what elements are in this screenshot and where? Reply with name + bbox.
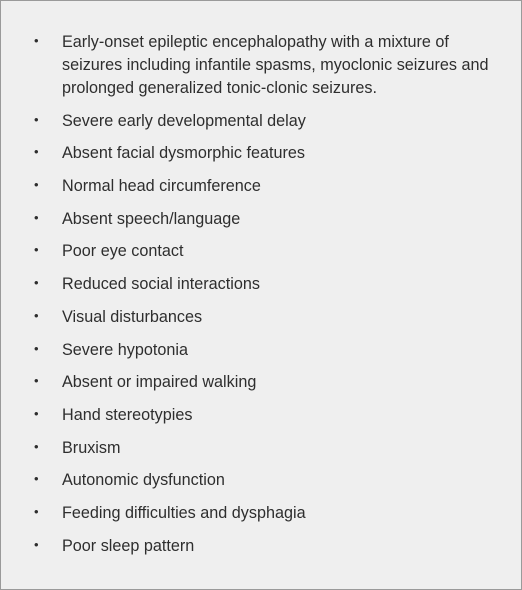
list-item	[1, 404, 521, 427]
bullet-icon: •	[34, 307, 39, 323]
item-text: Poor eye contact	[62, 242, 184, 261]
item-text: Reduced social interactions	[62, 275, 260, 294]
bullet-icon: •	[34, 144, 39, 160]
list-item	[1, 502, 521, 525]
item-text: Severe hypotonia	[62, 340, 188, 359]
bullet-icon: •	[34, 33, 39, 48]
item-text: Absent or impaired walking	[62, 373, 257, 392]
item-text: Normal head circumference	[62, 177, 261, 196]
item-text: Absent speech/language	[62, 209, 241, 228]
list-item	[1, 339, 521, 362]
list-item	[1, 208, 521, 231]
feature-list	[1, 31, 521, 567]
list-item	[1, 142, 521, 165]
list-item	[1, 371, 521, 394]
item-text: Hand stereotypies	[62, 405, 193, 424]
item-text: Feeding difficulties and dysphagia	[62, 503, 306, 522]
list-item	[1, 437, 521, 460]
bullet-icon: •	[34, 111, 39, 127]
list-item	[1, 306, 521, 329]
bullet-icon: •	[34, 209, 39, 225]
list-item	[1, 110, 521, 133]
list-item	[1, 175, 521, 198]
bullet-icon: •	[34, 438, 39, 454]
bullet-icon: •	[34, 177, 39, 193]
bullet-icon: •	[34, 536, 39, 552]
list-item	[1, 273, 521, 296]
bullet-icon: •	[34, 373, 39, 389]
bullet-icon: •	[34, 242, 39, 258]
item-text: Bruxism	[62, 438, 121, 457]
item-text: Early-onset epileptic encephalopathy with a mixture of seizures including infantile spasms, myoclonic seizures and prolonged generalized tonic-clonic seizures.	[62, 33, 489, 97]
bullet-icon: •	[34, 275, 39, 291]
item-text: Visual disturbances	[62, 307, 203, 326]
item-text: Absent facial dysmorphic features	[62, 144, 305, 163]
list-item	[1, 31, 521, 100]
bullet-icon: •	[34, 471, 39, 487]
bullet-icon: •	[34, 405, 39, 421]
list-item	[1, 240, 521, 263]
bullet-icon: •	[34, 340, 39, 356]
bullet-icon: •	[34, 503, 39, 519]
list-item	[1, 535, 521, 558]
item-text: Autonomic dysfunction	[62, 471, 225, 490]
item-text: Poor sleep pattern	[62, 536, 195, 555]
item-text: Severe early developmental delay	[62, 111, 306, 130]
list-item	[1, 469, 521, 492]
